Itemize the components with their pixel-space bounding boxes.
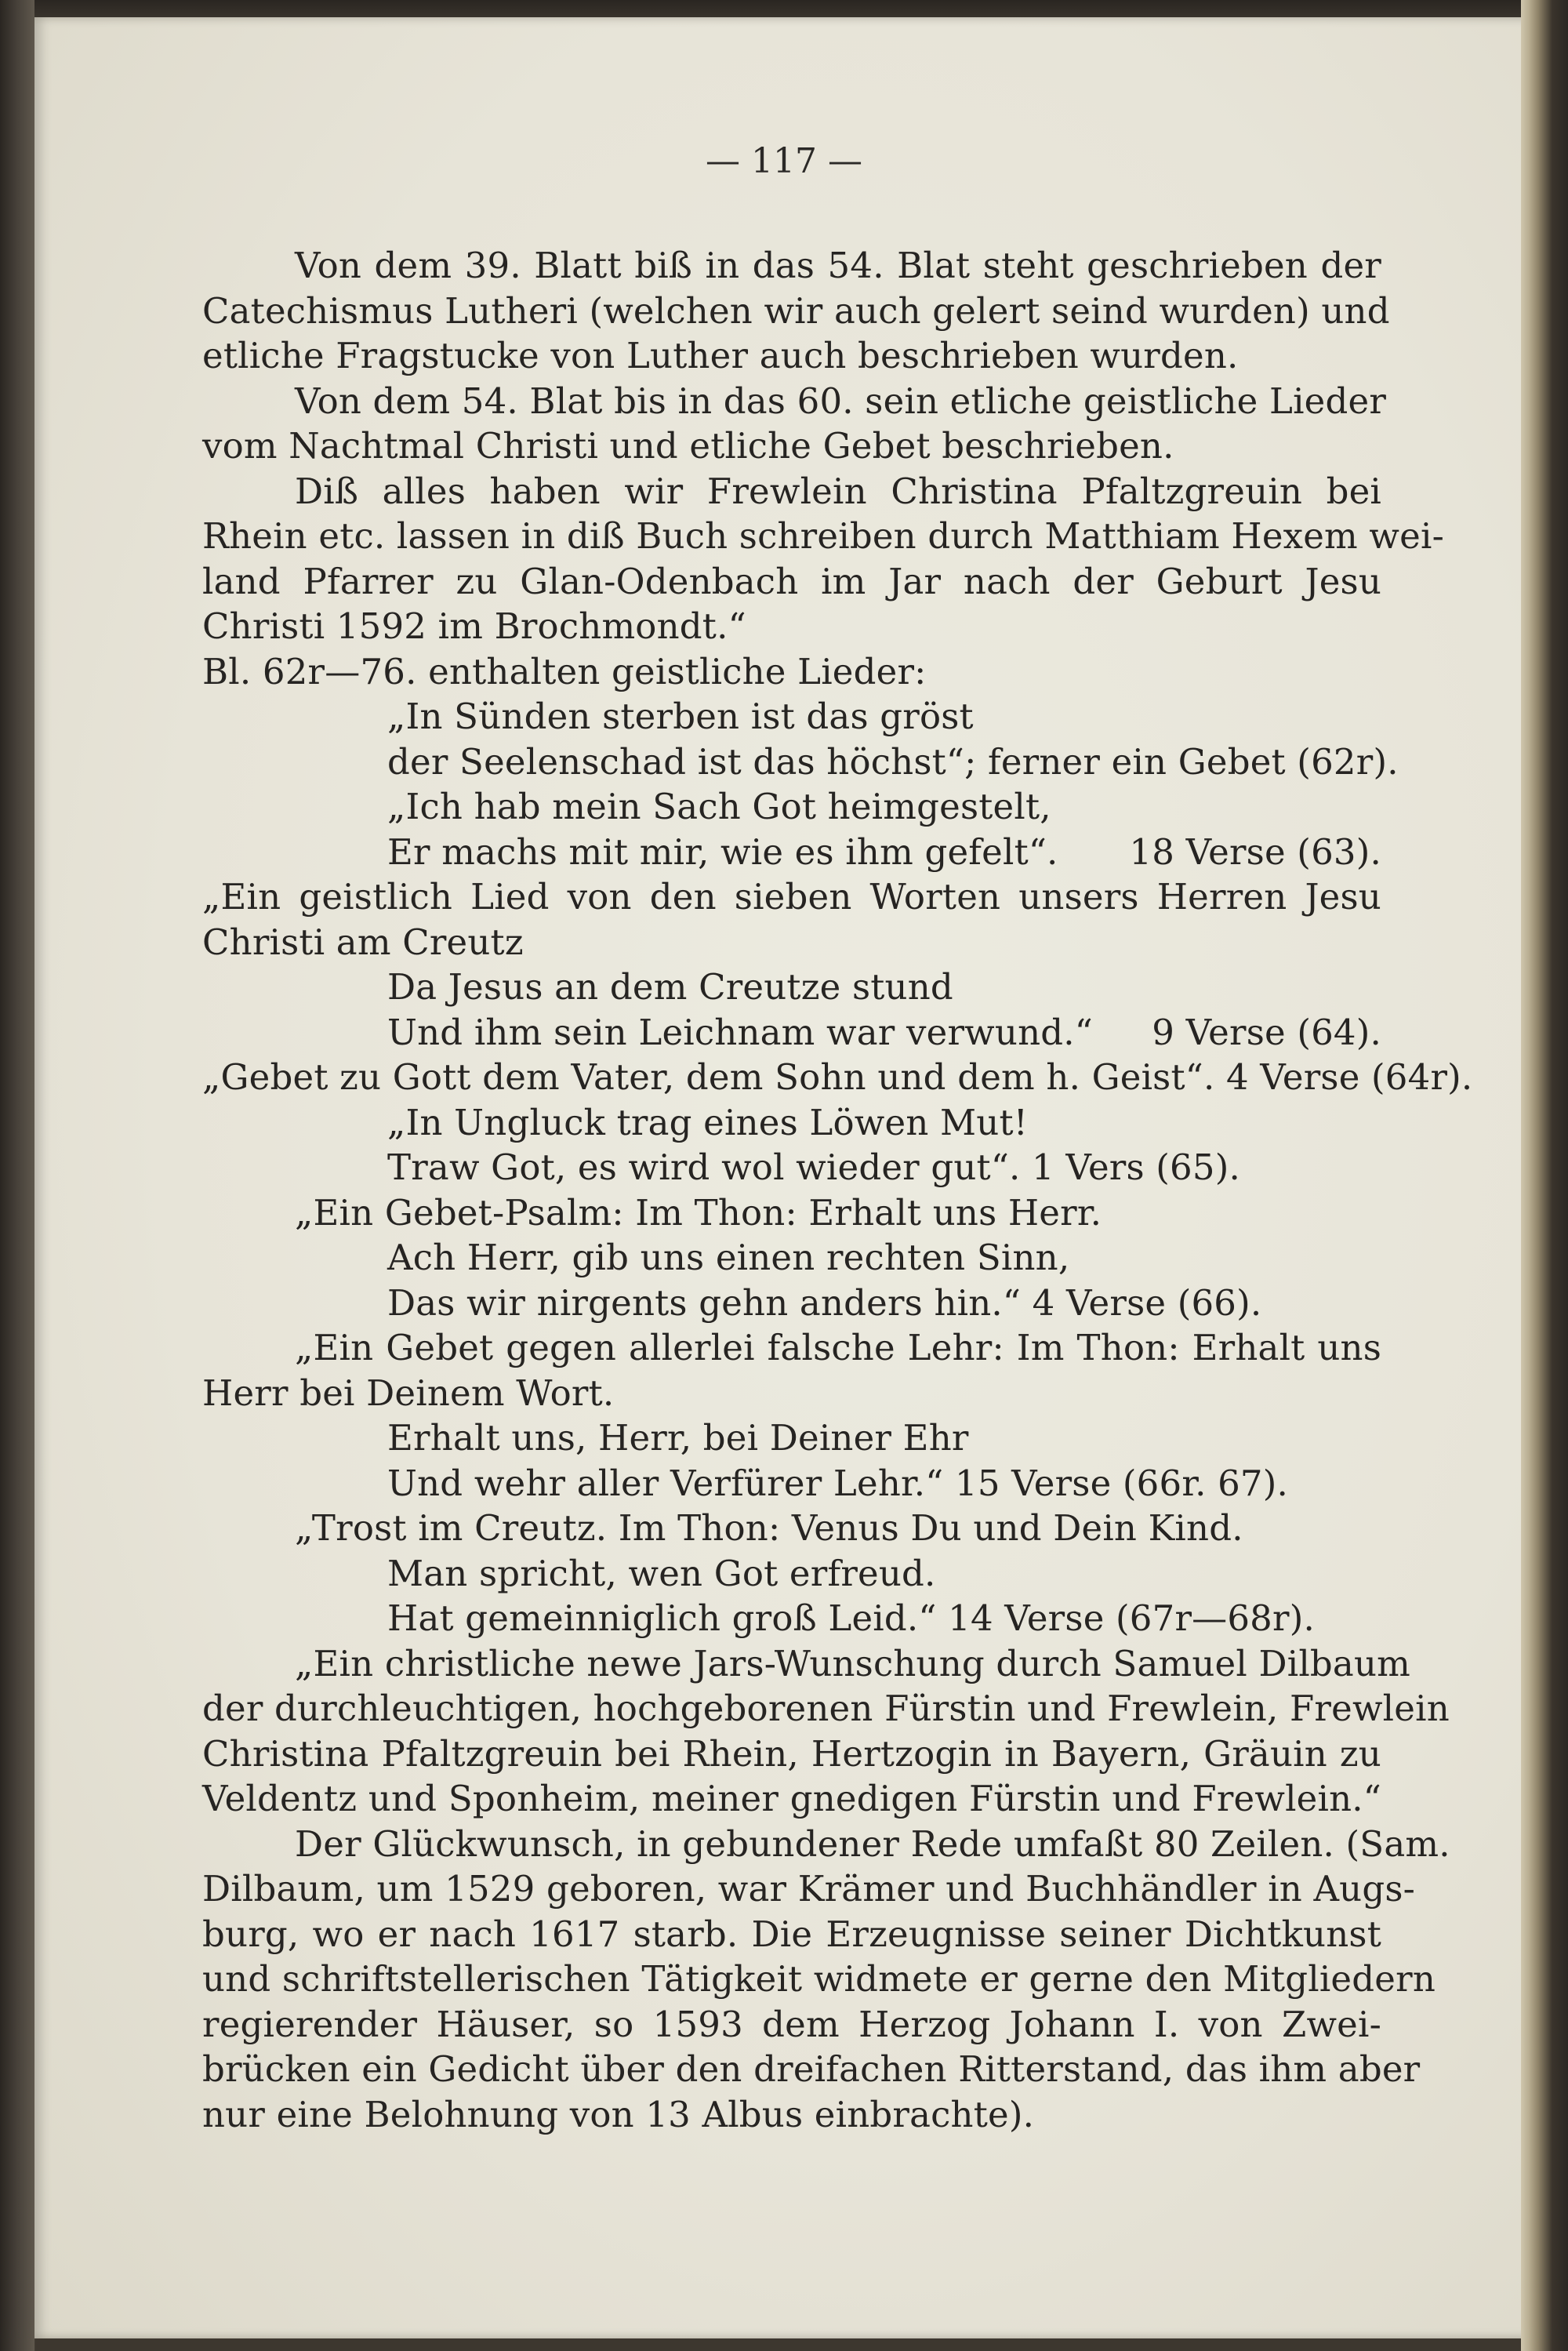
verse-line: Hat gemeinniglich groß Leid.“ 14 Verse (67r—68r). xyxy=(387,1597,1315,1639)
page-number: — 117 — xyxy=(706,141,862,181)
text-line: Von dem 39. Blatt biß in das 54. Blat steht geschrieben der xyxy=(295,245,1381,286)
text-line: Christina Pfaltzgreuin bei Rhein, Hertzogin in Bayern, Gräuin zu xyxy=(202,1732,1381,1775)
text-line: Diß alles haben wir Frewlein Christina Pfaltzgreuin bei xyxy=(295,470,1381,512)
text-line: brücken ein Gedicht über den dreifachen Ritterstand, das ihm aber xyxy=(202,2048,1421,2090)
text-line: land Pfarrer zu Glan-Odenbach im Jar nach der Geburt Jesu xyxy=(202,560,1381,602)
text-line: „Ein Gebet-Psalm: Im Thon: Erhalt uns Herr. xyxy=(295,1191,1102,1234)
text-line: regierender Häuser, so 1593 dem Herzog Johann I. von Zwei- xyxy=(202,2003,1381,2045)
verse-line: „Ich hab mein Sach Got heimgestelt, xyxy=(387,786,1051,827)
text-line: und schriftstellerischen Tätigkeit widmete er gerne den Mitgliedern xyxy=(202,1958,1436,2000)
verse-line: Und wehr aller Verfürer Lehr.“ 15 Verse (66r. 67). xyxy=(387,1462,1289,1504)
text-line: Rhein etc. lassen in diß Buch schreiben durch Matthiam Hexem wei- xyxy=(202,515,1444,557)
verse-line: Ach Herr, gib uns einen rechten Sinn, xyxy=(387,1237,1070,1278)
text-line: „Ein christliche newe Jars-Wunschung durch Samuel Dilbaum xyxy=(295,1642,1411,1684)
text-line: Von dem 54. Blat bis in das 60. sein etliche geistliche Lieder xyxy=(295,380,1387,422)
verse-count: 9 Verse (64). xyxy=(1152,1011,1381,1053)
text-line: Veldentz und Sponheim, meiner gnedigen Fürstin und Frewlein.“ xyxy=(202,1778,1381,1819)
text-line: „Ein Gebet gegen allerlei falsche Lehr: Im Thon: Erhalt uns xyxy=(295,1327,1381,1368)
page-fore-edge xyxy=(1521,0,1568,2351)
verse-text: Und ihm sein Leichnam war verwund.“ xyxy=(387,1011,1093,1053)
verse-line xyxy=(202,830,1381,875)
verse-line: Das wir nirgents gehn anders hin.“ 4 Verse (66). xyxy=(387,1281,1262,1324)
text-line: Christi am Creutz xyxy=(202,921,524,963)
text-line: Dilbaum, um 1529 geboren, war Krämer und Buchhändler in Augs- xyxy=(202,1868,1416,1910)
text-line: Catechismus Lutheri (welchen wir auch gelert seind wurden) und xyxy=(202,289,1390,332)
verse-line: Traw Got, es wird wol wieder gut“. 1 Vers (65). xyxy=(387,1146,1240,1188)
text-line: etliche Fragstucke von Luther auch beschrieben wurden. xyxy=(202,335,1239,376)
verse-line xyxy=(202,1010,1381,1056)
verse-line: „In Sünden sterben ist das gröst xyxy=(387,696,974,737)
verse-count: 18 Verse (63). xyxy=(1129,830,1381,873)
verse-line: der Seelenschad ist das höchst“; ferner ein Gebet (62r). xyxy=(387,740,1399,783)
body-text xyxy=(202,243,1473,2137)
verse-line: Man spricht, wen Got erfreud. xyxy=(387,1552,936,1594)
scan-top-border xyxy=(0,0,1568,19)
verse-text: Er machs mit mir, wie es ihm gefelt“. xyxy=(387,830,1058,873)
text-line: vom Nachtmal Christi und etliche Gebet beschrieben. xyxy=(202,425,1174,467)
verse-line: Erhalt uns, Herr, bei Deiner Ehr xyxy=(387,1417,969,1459)
verse-line: Da Jesus an dem Creutze stund xyxy=(387,966,953,1008)
verse-line: „In Ungluck trag eines Löwen Mut! xyxy=(387,1101,1029,1143)
text-line: der durchleuchtigen, hochgeborenen Fürstin und Frewlein, Frewlein xyxy=(202,1688,1450,1729)
text-line: Christi 1592 im Brochmondt.“ xyxy=(202,605,746,647)
text-line: nur eine Belohnung von 13 Albus einbrachte). xyxy=(202,2093,1035,2135)
text-line: Der Glückwunsch, in gebundener Rede umfaßt 80 Zeilen. (Sam. xyxy=(295,1822,1450,1865)
text-line: burg, wo er nach 1617 starb. Die Erzeugnisse seiner Dichtkunst xyxy=(202,1913,1381,1955)
text-line: „Trost im Creutz. Im Thon: Venus Du und Dein Kind. xyxy=(295,1507,1243,1549)
book-spine-edge xyxy=(0,0,34,2351)
text-line: Bl. 62r—76. enthalten geistliche Lieder: xyxy=(202,650,927,692)
text-line: Herr bei Deinem Wort. xyxy=(202,1372,615,1414)
text-line: „Gebet zu Gott dem Vater, dem Sohn und dem h. Geist“. 4 Verse (64r). xyxy=(202,1056,1473,1098)
text-line: „Ein geistlich Lied von den sieben Worten unsers Herren Jesu xyxy=(202,876,1381,918)
